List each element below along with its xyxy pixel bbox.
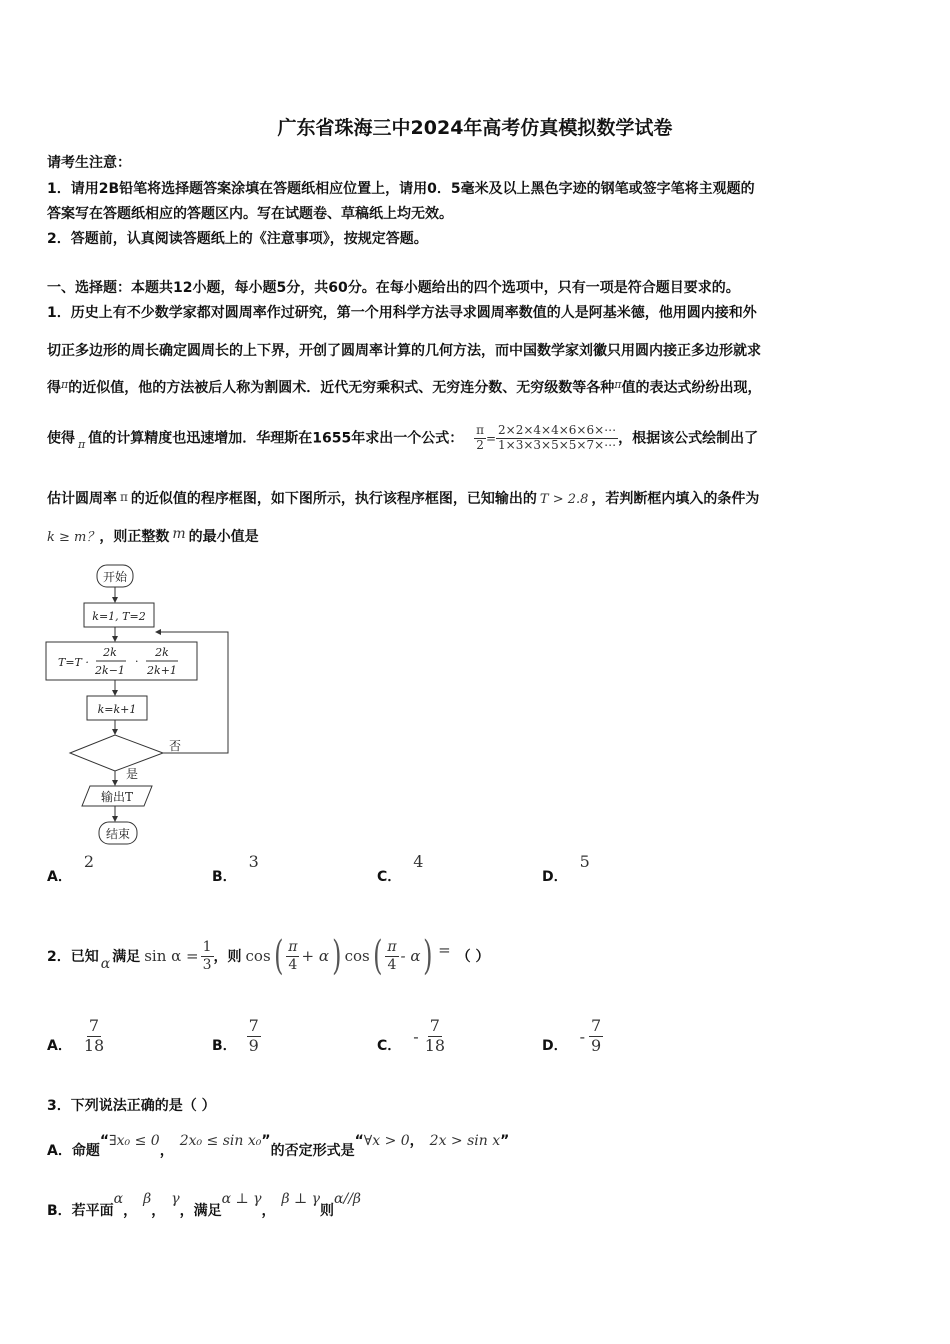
q1-option-b[interactable]: B．3 [212,852,259,885]
notice-line-1b: 答案写在答题纸相应的答题区内。写在试题卷、草稿纸上均无效。 [47,206,453,222]
q1-option-d[interactable]: D．5 [542,852,590,885]
section-heading: 一、选择题：本题共12小题，每小题5分，共60分。在每小题给出的四个选项中，只有一项是符合题目要求的。 [47,280,740,296]
q2-option-b[interactable]: B． $\frac{7}{9}$ [212,1016,259,1055]
notice-header: 请考生注意： [47,155,131,171]
flow-f1-den: 2k−1 [95,664,125,677]
notice-line-2: 2．答题前，认真阅读答题纸上的《注意事项》，按规定答题。 [47,231,428,247]
flow-output-text: 输出T [100,790,134,804]
flow-update-lhs: T=T · [58,656,89,669]
flow-yes-label: 是 [126,767,139,781]
q2-option-d[interactable]: D． - $\frac{7}{9}$ [542,1016,602,1055]
q3-option-b[interactable]: B．若平面α，β，γ，满足α ⊥ γ，β ⊥ γ则α//β [47,1191,362,1219]
page-title: 广东省珠海三中2024年高考仿真模拟数学试卷 [277,117,673,139]
q1-line-2: 切正多边形的周长确定圆周长的上下界，开创了圆周率计算的几何方法，而中国数学家刘徽只用圆内接正多边形就求 [47,343,761,359]
q1-option-c[interactable]: C．4 [377,852,424,885]
q1-option-a[interactable]: A．2 [47,852,95,885]
svg-text:·: · [135,655,139,668]
flow-end-text: 结束 [105,827,131,841]
wallis-rhs: $\frac{2\times 2\times 4\times 4\times 6\times 6\times\cdots}{1\times 3\times 3\times 5\times 5\times 7\times\cdots}$ [498,423,617,452]
flow-inc-text: k=k+1 [97,703,137,716]
q1-line-5: 估计圆周率 π 的近似值的程序框图，如下图所示，执行该程序框图，已知输出的 T > 2.8 ，若判断框内填入的条件为 [47,490,760,507]
wallis-lhs: $\frac{\pi}{2}$ [476,423,484,452]
flow-init-text: k=1, T=2 [92,610,146,623]
flowchart [40,560,240,852]
flow-no-label: 否 [169,739,182,753]
notice-line-1: 1．请用2B铅笔将选择题答案涂填在答题纸相应位置上，请用0．5毫米及以上黑色字迹的钢笔或签字笔将主观题的 [47,181,755,197]
q3-option-a[interactable]: A．命题“∃x₀ ≤ 0，2x₀ ≤ sin x₀”的否定形式是“∀x > 0， 2x > sin x” [47,1133,510,1159]
flow-start-text: 开始 [102,570,128,584]
q1-line-4: 使得 $_\pi$ 值的计算精度也迅速增加．华理斯在1655年求出一个公式： $\frac{\pi}{2}$ = $\frac{2\times 2\times 4\times 4\times 6\times 6\times\cdots}{1\times 3\times 3\times 5\times 5\times 7\times\cdots}$ ，根据该公式绘制出了 [47,423,759,452]
q2-stem: 2．已知 α 满足 sin α = $\frac{1}{3}$ ，则 cos ( $\frac{\pi}{4}$ + α ) cos ( $\frac{\pi}{4}$ - α ) = （ ） [47,933,490,979]
q3-stem: 3．下列说法正确的是（ ） [47,1098,216,1114]
flow-f2-den: 2k+1 [147,664,177,677]
q1-line-3: 得$^\pi$的近似值，他的方法被后人称为割圆术．近代无穷乘积式、无穷连分数、无穷级数等各种$^\pi$值的表达式纷纷出现， [47,378,762,396]
flow-f1-num: 2k [103,646,117,659]
q1-line-6: k ≥ m？，则正整数 m 的最小值是 [47,526,259,545]
q2-option-a[interactable]: A． $\frac{7}{18}$ [47,1016,105,1055]
q2-option-c[interactable]: C． - $\frac{7}{18}$ [377,1016,446,1055]
flow-f2-num: 2k [155,646,169,659]
flow-decision [70,735,163,771]
q1-line-1: 1．历史上有不少数学家都对圆周率作过研究，第一个用科学方法寻求圆周率数值的人是阿基米德，他用圆内接和外 [47,305,757,321]
